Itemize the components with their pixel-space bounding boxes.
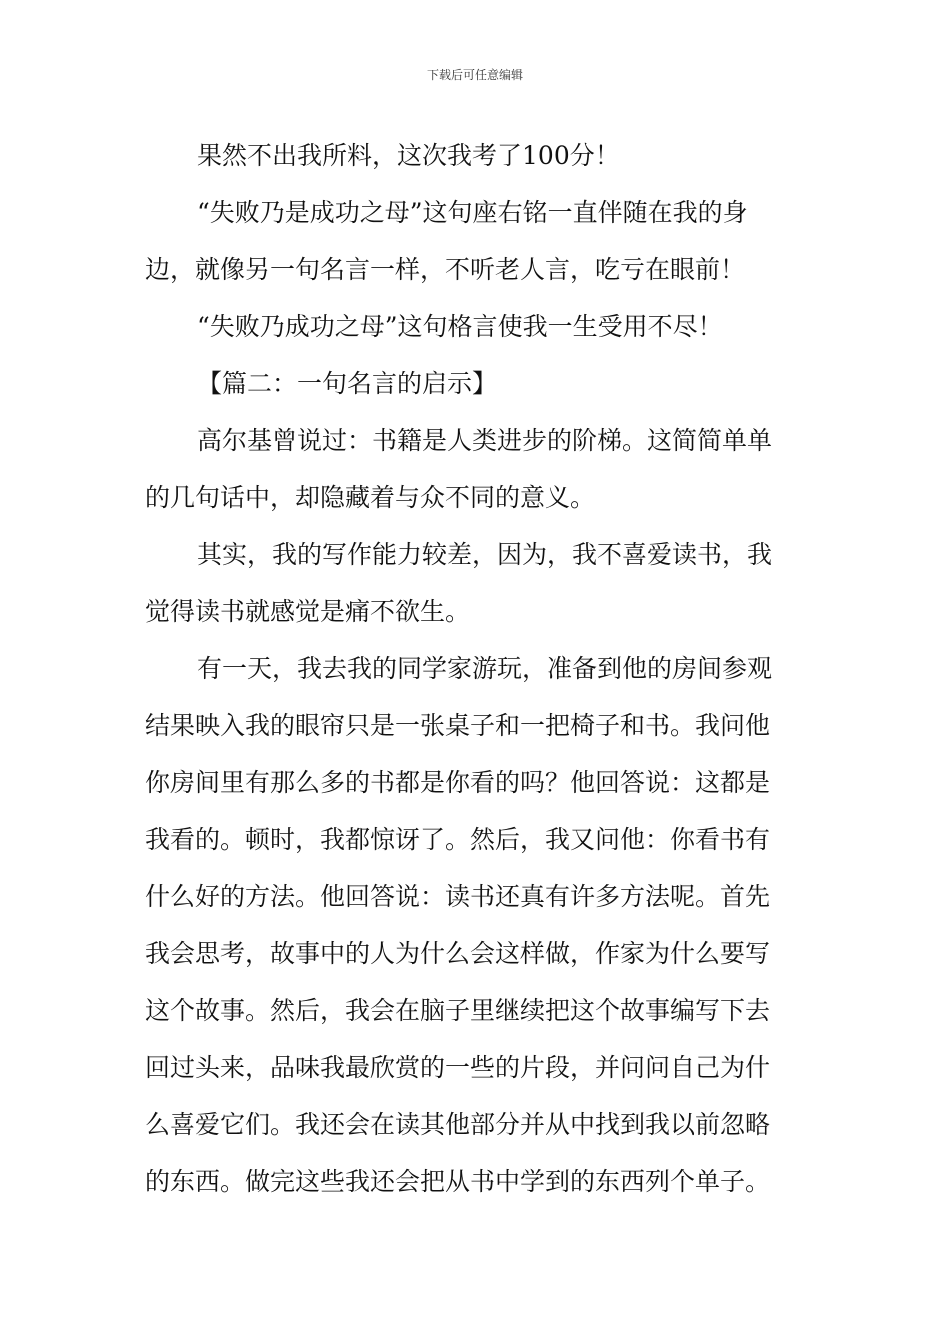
paragraph-line: 么喜爱它们。我还会在读其他部分并从中找到我以前忽略	[145, 1110, 771, 1139]
paragraph-line: 结果映入我的眼帘只是一张桌子和一把椅子和书。我问他	[145, 711, 771, 740]
paragraph-line: 的几句话中，却隐藏着与众不同的意义。	[145, 483, 596, 512]
paragraph-line: 回过头来，品味我最欣赏的一些的片段，并问问自己为什	[145, 1053, 771, 1082]
paragraph-line: 什么好的方法。他回答说：读书还真有许多方法呢。首先	[145, 882, 771, 911]
section-heading: 【篇二：一句名言的启示】	[197, 369, 498, 398]
paragraph-line: 有一天，我去我的同学家游玩，准备到他的房间参观	[197, 654, 773, 683]
paragraph-line: 其实，我的写作能力较差，因为，我不喜爱读书，我	[197, 540, 773, 569]
paragraph-line: 的东西。做完这些我还会把从书中学到的东西列个单子。	[145, 1167, 771, 1196]
paragraph-line: “失败乃成功之母”这句格言使我一生受用不尽！	[197, 312, 723, 341]
header-note: 下载后可任意编辑	[426, 68, 523, 82]
paragraph-line: 边，就像另一句名言一样，不听老人言，吃亏在眼前！	[145, 255, 746, 284]
document-body	[145, 127, 805, 1210]
paragraph-line: 果然不出我所料，这次我考了100分！	[197, 141, 620, 170]
paragraph-line: 这个故事。然后，我会在脑子里继续把这个故事编写下去	[145, 996, 771, 1025]
paragraph-line: 你房间里有那么多的书都是你看的吗？他回答说：这都是	[145, 768, 771, 797]
paragraph-line: “失败乃是成功之母”这句座右铭一直伴随在我的身	[197, 198, 748, 227]
paragraph-line: 高尔基曾说过：书籍是人类进步的阶梯。这简简单单	[197, 426, 773, 455]
paragraph-line: 我看的。顿时，我都惊讶了。然后，我又问他：你看书有	[145, 825, 771, 854]
paragraph-line: 觉得读书就感觉是痛不欲生。	[145, 597, 471, 626]
paragraph-line: 我会思考，故事中的人为什么会这样做，作家为什么要写	[145, 939, 771, 968]
